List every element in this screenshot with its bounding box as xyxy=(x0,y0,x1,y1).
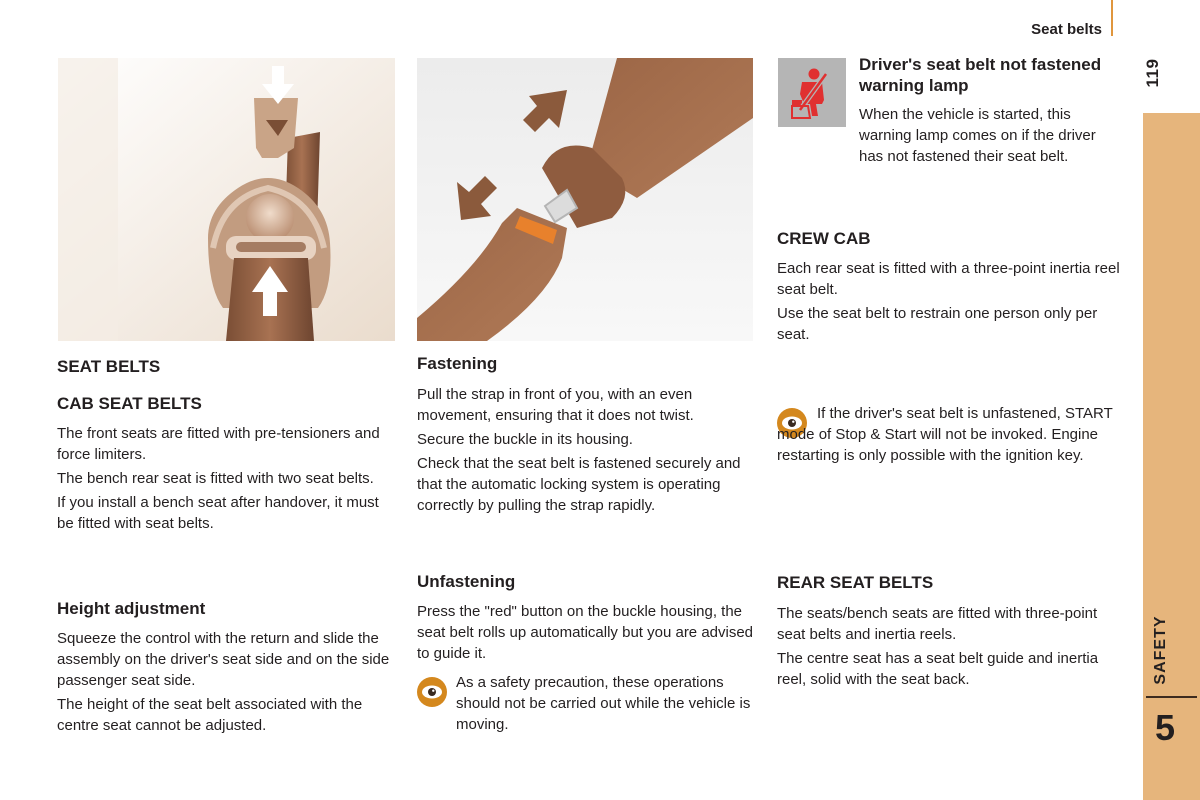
paragraph: The seats/bench seats are fitted with three-point seat belts and inertia reels. xyxy=(777,605,1098,643)
fastening-section xyxy=(417,354,757,374)
paragraph: Pull the strap in front of you, with an even movement, ensuring that it does not twist. xyxy=(417,386,694,424)
height-adjustment-illustration xyxy=(58,58,395,341)
paragraph: The centre seat has a seat belt guide and inertia reel, solid with the seat back. xyxy=(777,650,1099,688)
paragraph: The height of the seat belt associated with the centre seat cannot be adjusted. xyxy=(57,696,363,734)
crew-cab-body xyxy=(777,258,1122,345)
fastening-body xyxy=(417,384,757,516)
seatbelt-warning-icon xyxy=(778,58,846,127)
stop-start-note-text: If the driver's seat belt is unfastened, START mode of Stop & Start will not be invoked. Engine restarting is only possible with the ignition key. xyxy=(777,405,1113,464)
chapter-number: 5 xyxy=(1154,707,1176,748)
paragraph: Each rear seat is fitted with a three-point inertia reel seat belt. xyxy=(777,260,1120,298)
unfastening-heading: Unfastening xyxy=(417,572,516,591)
paragraph: The bench rear seat is fitted with two seat belts. xyxy=(57,470,374,487)
paragraph: Press the "red" button on the buckle housing, the seat belt rolls up automatically but you are advised to guide it. xyxy=(417,603,754,662)
seat-belts-heading xyxy=(57,357,399,377)
header-rule xyxy=(1111,0,1113,36)
stop-start-note xyxy=(777,403,1122,466)
paragraph: When the vehicle is started, this warning lamp comes on if the driver has not fastened their seat belt. xyxy=(859,106,1096,165)
seat-belts-heading-text: SEAT BELTS xyxy=(57,357,161,376)
paragraph: Secure the buckle in its housing. xyxy=(417,431,633,448)
page-number xyxy=(1138,56,1168,90)
paragraph: Check that the seat belt is fastened securely and that the automatic locking system is operating correctly by pulling the strap rapidly. xyxy=(417,455,741,514)
cab-seat-belts-body xyxy=(57,423,399,534)
cab-seat-belts-section xyxy=(57,394,399,414)
paragraph: Use the seat belt to restrain one person only per seat. xyxy=(777,305,1098,343)
unfastening-body xyxy=(417,601,757,664)
fastening-heading: Fastening xyxy=(417,354,498,373)
paragraph: Squeeze the control with the return and slide the assembly on the driver's seat side and on the side passenger seat side. xyxy=(57,630,390,689)
running-header: Seat belts xyxy=(1031,21,1102,38)
crew-cab-heading: CREW CAB xyxy=(777,229,871,248)
warning-lamp-title: Driver's seat belt not fastened warning lamp xyxy=(859,55,1102,95)
height-adjustment-section xyxy=(57,599,399,619)
safety-note xyxy=(456,672,756,735)
height-adjustment-body xyxy=(57,628,399,736)
safety-note-text: As a safety precaution, these operations should not be carried out while the vehicle is moving. xyxy=(456,674,751,733)
rear-seat-belts-section xyxy=(777,573,1122,593)
section-label-text: SAFETY xyxy=(1152,615,1169,685)
eye-icon xyxy=(417,677,447,707)
paragraph: The front seats are fitted with pre-tensioners and force limiters. xyxy=(57,425,380,463)
rear-seat-belts-body xyxy=(777,603,1122,690)
height-adjustment-heading: Height adjustment xyxy=(57,599,206,618)
page-number-text: 119 xyxy=(1143,58,1162,88)
cab-seat-belts-heading: CAB SEAT BELTS xyxy=(57,394,202,413)
paragraph: If you install a bench seat after handover, it must be fitted with seat belts. xyxy=(57,494,379,532)
section-label xyxy=(1145,612,1177,688)
unfastening-section xyxy=(417,572,757,592)
crew-cab-section xyxy=(777,229,1122,249)
buckle-fastening-illustration xyxy=(417,58,753,341)
chapter-tab-rule xyxy=(1146,696,1197,698)
rear-seat-belts-heading: REAR SEAT BELTS xyxy=(777,573,934,592)
warning-lamp-body xyxy=(859,104,1121,167)
